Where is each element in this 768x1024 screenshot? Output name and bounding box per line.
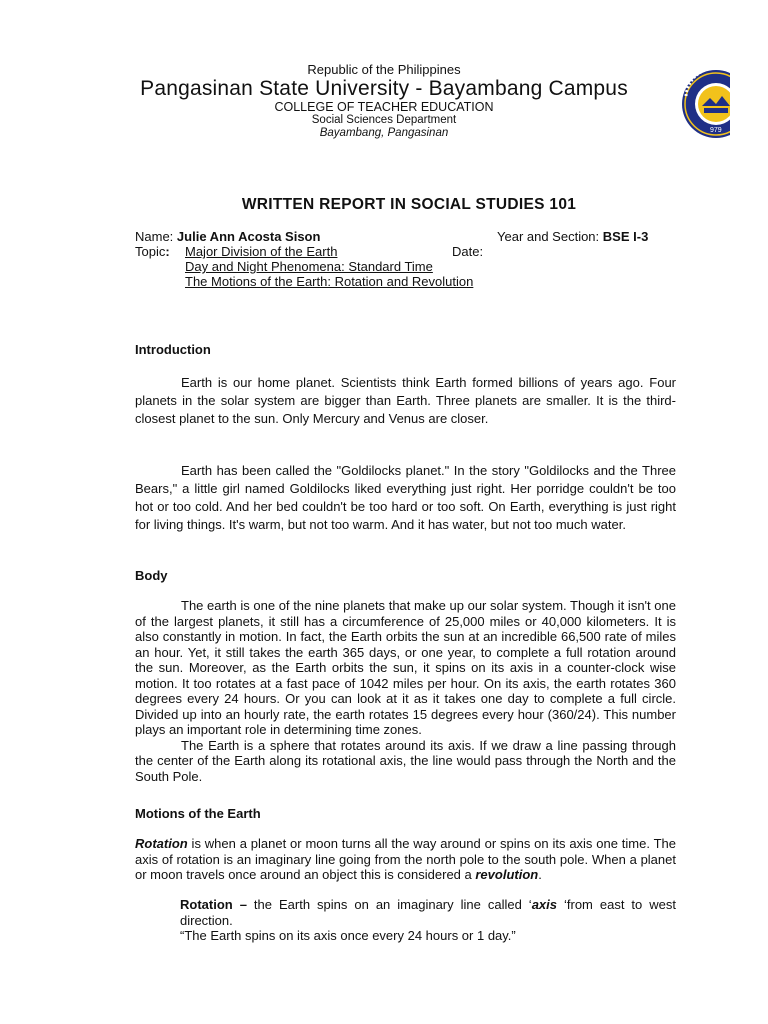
- introduction-paragraph: Earth has been called the "Goldilocks planet." In the story "Goldilocks and the Three Bears," a little girl named Goldilocks liked everything just right. Her porridge couldn't be too hot or too cold. And her bed couldn't be too hard or too soft. On Earth, everything is just right for living things. It's warm, but not too warm. And it has water, but not too much water.: [135, 463, 676, 532]
- college-name: COLLEGE OF TEACHER EDUCATION: [274, 100, 494, 114]
- motions-heading: Motions of the Earth: [135, 806, 261, 821]
- year-section-row: [497, 229, 648, 244]
- topic-label: Topic:: [135, 244, 170, 259]
- axis-term: axis: [531, 897, 557, 912]
- department-name: Social Sciences Department: [311, 114, 457, 126]
- university-seal: [680, 68, 730, 140]
- revolution-term: revolution: [475, 867, 539, 882]
- rotation-definition: Rotation is when a planet or moon turns all the way around or spins on its axis one time. The axis of rotation is an imaginary line going from the north pole to the south pole. When a planet or moon travels once around an object this is considered a revolution.: [135, 836, 676, 882]
- introduction-paragraph: Earth is our home planet. Scientists think Earth formed billions of years ago. Four planets in the solar system are bigger than Earth. Three planets are smaller. It is the third-closest planet to the sun. Only Mercury and Venus are closer.: [135, 375, 676, 426]
- student-name: Julie Ann Acosta Sison: [176, 229, 321, 244]
- republic-line: Republic of the Philippines: [307, 62, 461, 77]
- seal-year: 979: [710, 127, 722, 134]
- report-title: WRITTEN REPORT IN SOCIAL STUDIES 101: [241, 196, 577, 213]
- topic-item: Day and Night Phenomena: Standard Time: [185, 259, 433, 274]
- date-label: Date:: [452, 244, 484, 259]
- rotation-subpoint: Rotation – the Earth spins on an imaginary line called ‘axis ‘from east to west direction.: [180, 897, 676, 928]
- rotation-term: Rotation: [135, 836, 188, 851]
- name-row: [135, 229, 320, 244]
- year-section-value: BSE I-3: [602, 229, 649, 244]
- body-heading: Body: [135, 568, 168, 583]
- body-paragraph: The earth is one of the nine planets that make up our solar system. Though it isn't one of the largest planets, it still has a circumference of 25,000 miles or 40,000 kilometers. It is also constantly in motion. In fact, the Earth orbits the sun at an incredible 66,500 rate of miles an hour. Yet, it still takes the earth 365 days, or one year, to complete a full rotation around the sun. Moreover, as the Earth orbits the sun, it spins on its axis in a counter-clock wise motion. It too rotates at a fast pace of 1042 miles per hour. On its axis, the earth rotates 360 degrees every 24 hours. Or you can look at it as it takes one day to complete a full circle. Divided up into an hourly rate, the earth rotates 15 degrees every hour (360/24). This number plays an important role in determining time zones. The Earth is a sphere that rotates around its axis. If we draw a line passing through the center of the Earth along its rotational axis, the line would pass through the North and the South Pole.: [135, 598, 676, 784]
- topic-item: The Motions of the Earth: Rotation and Revolution: [185, 274, 474, 289]
- year-section-label: Year and Section:: [497, 229, 600, 244]
- rotation-quote: “The Earth spins on its axis once every 24 hours or 1 day.”: [180, 928, 516, 943]
- name-label: Name:: [135, 229, 174, 244]
- rotation-subterm: Rotation –: [180, 897, 247, 912]
- introduction-heading: Introduction: [135, 342, 211, 357]
- university-name: Pangasinan State University - Bayambang Campus: [140, 77, 628, 100]
- campus-location: Bayambang, Pangasinan: [319, 127, 449, 139]
- topic-item: Major Division of the Earth: [185, 244, 338, 259]
